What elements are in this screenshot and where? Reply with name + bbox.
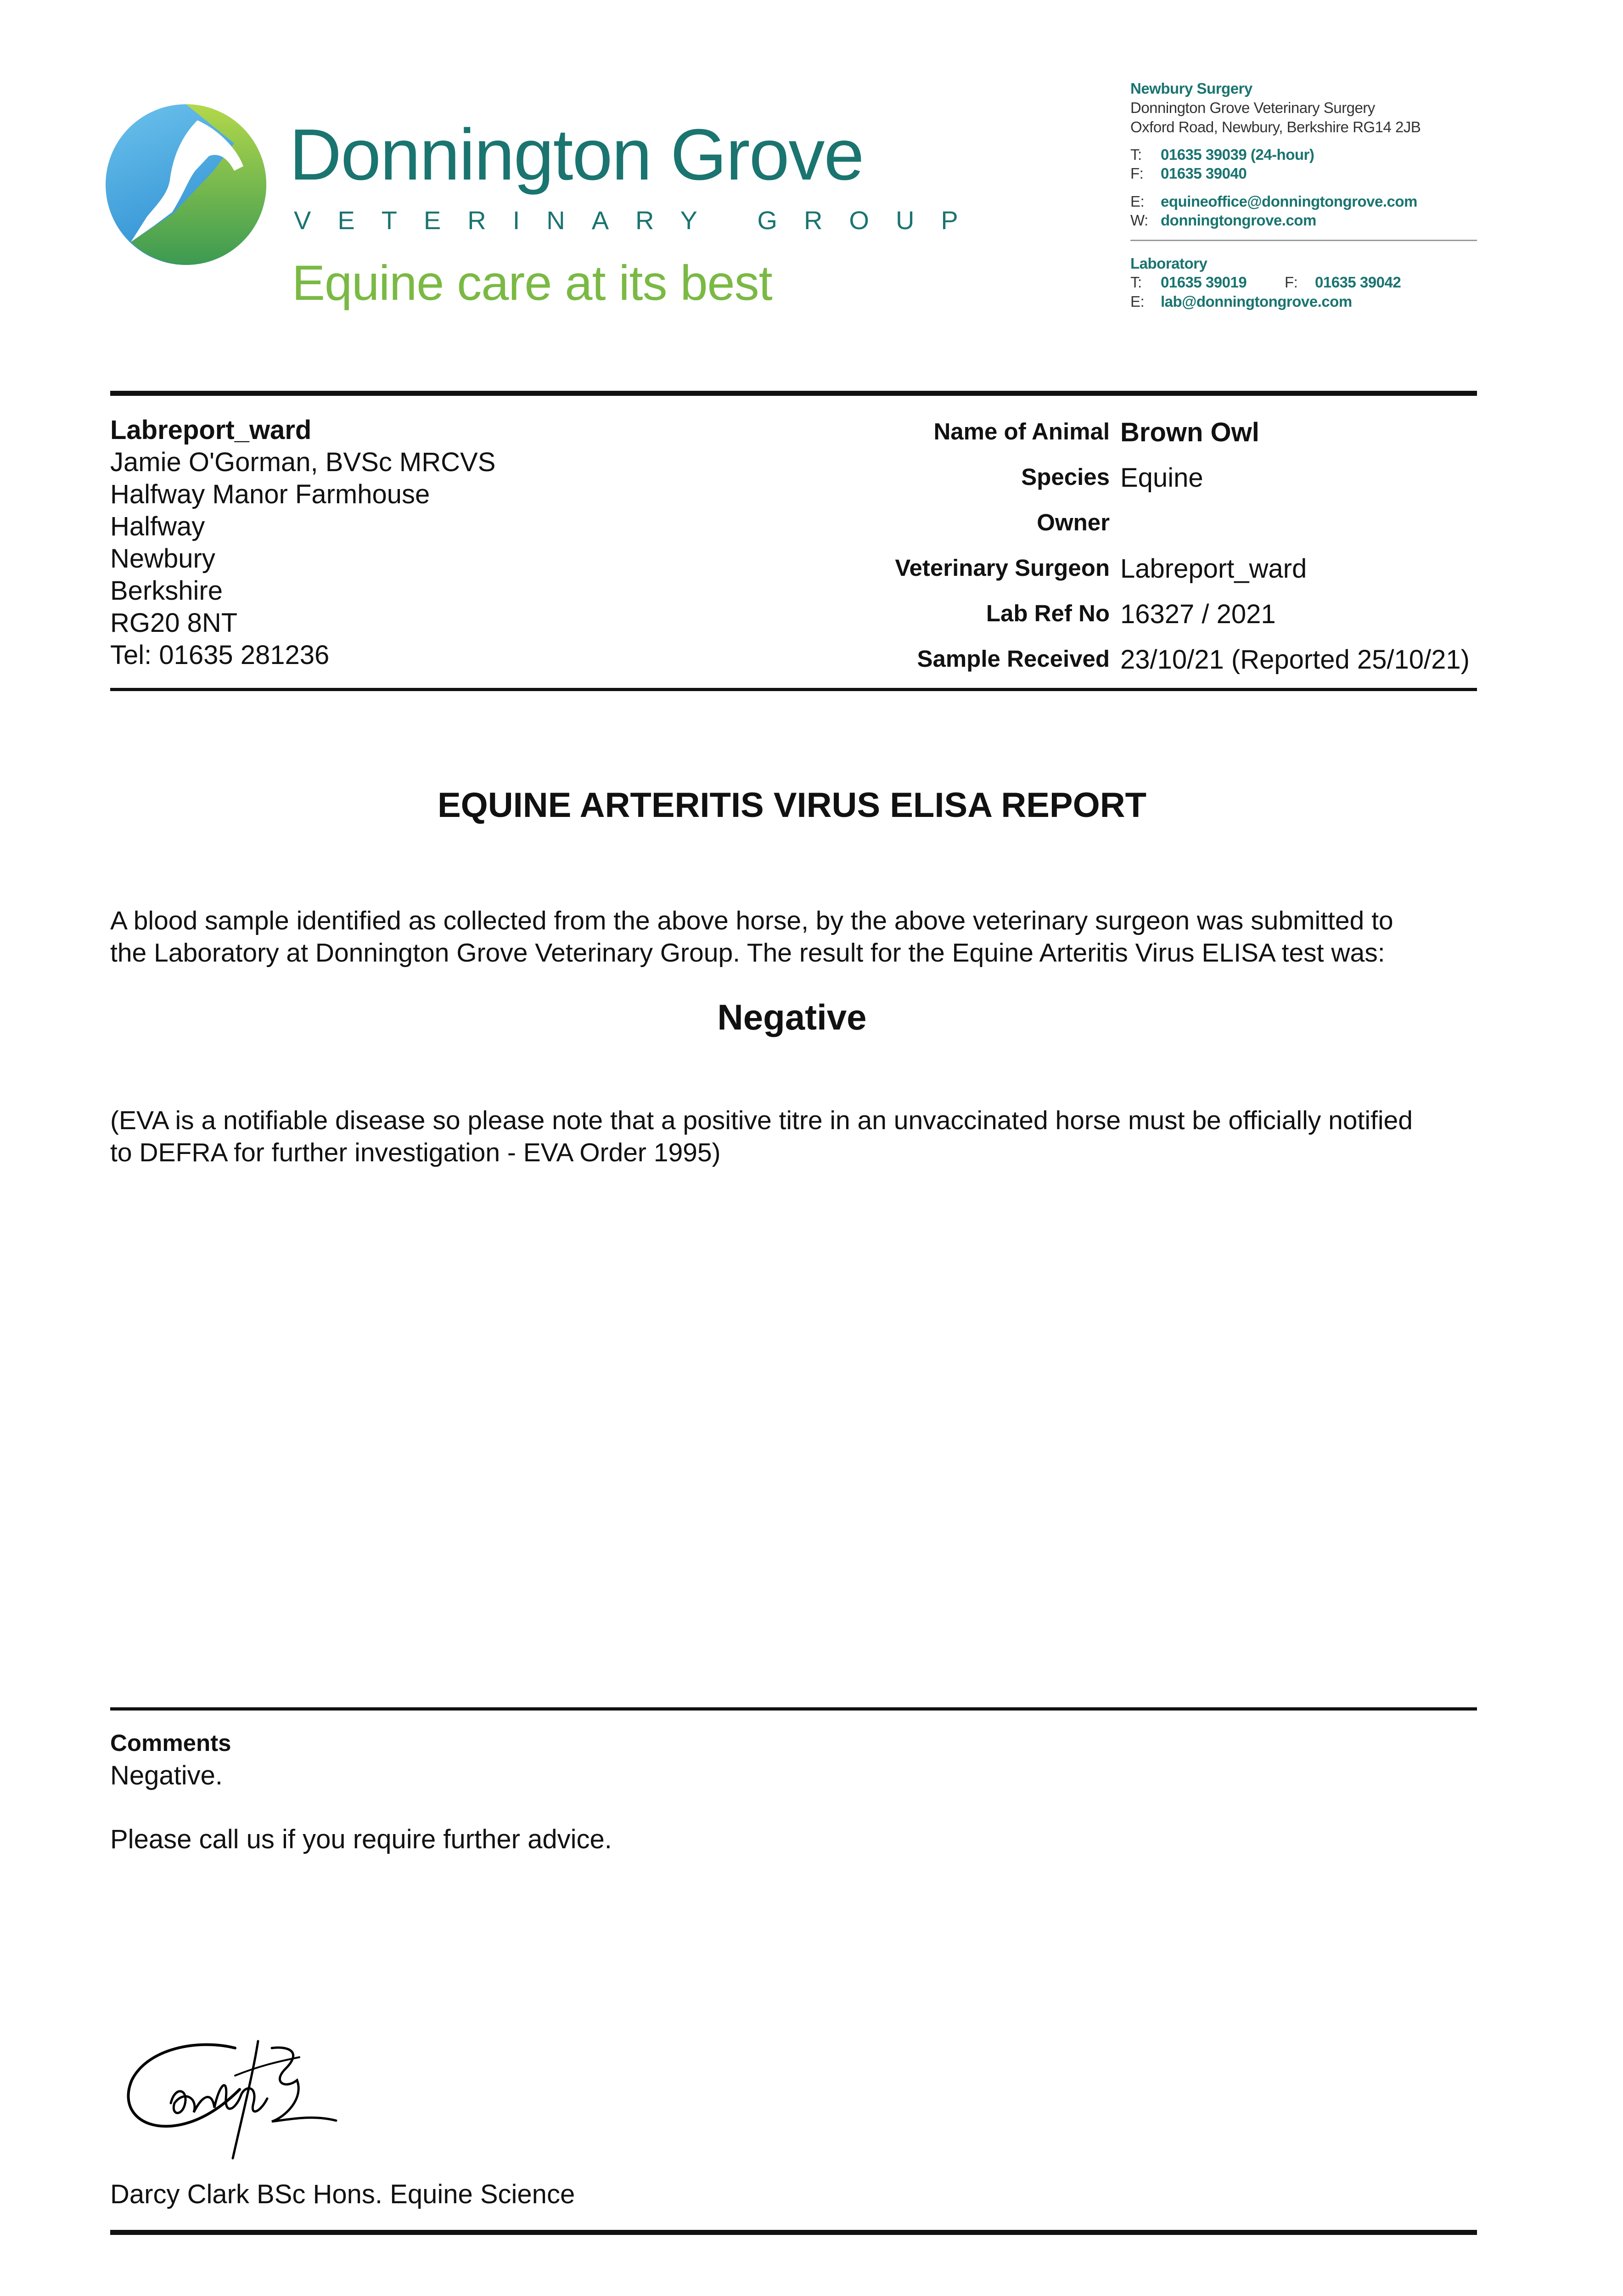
logo-icon bbox=[103, 102, 269, 267]
recipient-line: Tel: 01635 281236 bbox=[110, 640, 330, 670]
brand-group: VETERINARY GROUP bbox=[294, 206, 985, 235]
surgery-web[interactable]: W: donningtongrove.com bbox=[1130, 212, 1316, 229]
header-rule bbox=[110, 391, 1477, 396]
intro-line-2: the Laboratory at Donnington Grove Veterinary Group. The result for the Equine Arteritis Virus ELISA test was: bbox=[110, 938, 1385, 968]
owner-label: Owner bbox=[1037, 509, 1110, 535]
labref-value: 16327 / 2021 bbox=[1120, 599, 1276, 629]
lab-heading: Laboratory bbox=[1130, 255, 1207, 272]
received-value: 23/10/21 (Reported 25/10/21) bbox=[1120, 645, 1470, 675]
labref-label: Lab Ref No bbox=[986, 600, 1110, 626]
surgery-fax: F: 01635 39040 bbox=[1130, 165, 1247, 182]
recipient-line: Jamie O'Gorman, BVSc MRCVS bbox=[110, 447, 496, 477]
comments-line: Negative. bbox=[110, 1761, 223, 1790]
received-label: Sample Received bbox=[917, 646, 1110, 672]
details-rule bbox=[110, 688, 1477, 691]
surgery-name: Donnington Grove Veterinary Surgery bbox=[1130, 99, 1375, 116]
signature-image bbox=[120, 2030, 359, 2172]
lab-tel: T: 01635 39019 F: 01635 39042 bbox=[1130, 274, 1401, 291]
recipient-line: Halfway bbox=[110, 512, 205, 541]
recipient-clinic: Labreport_ward bbox=[110, 415, 312, 445]
recipient-line: Newbury bbox=[110, 544, 215, 574]
surgery-email[interactable]: E: equineoffice@donningtongrove.com bbox=[1130, 193, 1417, 210]
signatory-name: Darcy Clark BSc Hons. Equine Science bbox=[110, 2179, 575, 2209]
surgery-heading: Newbury Surgery bbox=[1130, 80, 1252, 97]
animal-label: Name of Animal bbox=[933, 418, 1110, 445]
animal-value: Brown Owl bbox=[1120, 417, 1259, 447]
vet-value: Labreport_ward bbox=[1120, 554, 1307, 584]
comments-line: Please call us if you require further advice. bbox=[110, 1824, 612, 1854]
species-label: Species bbox=[1021, 464, 1110, 490]
species-value: Equine bbox=[1120, 463, 1203, 493]
footer-rule bbox=[110, 2230, 1477, 2235]
vet-label: Veterinary Surgeon bbox=[895, 555, 1110, 581]
comments-heading: Comments bbox=[110, 1730, 231, 1756]
brand-name: Donnington Grove bbox=[289, 114, 864, 195]
recipient-line: RG20 8NT bbox=[110, 608, 238, 638]
intro-line-1: A blood sample identified as collected from the above horse, by the above veterinary surgeon was submitted to bbox=[110, 906, 1393, 935]
comments-rule bbox=[110, 1707, 1477, 1711]
report-title: EQUINE ARTERITIS VIRUS ELISA REPORT bbox=[437, 786, 1147, 825]
surgery-tel: T: 01635 39039 (24-hour) bbox=[1130, 146, 1314, 163]
brand-tagline: Equine care at its best bbox=[292, 255, 772, 310]
result-value: Negative bbox=[717, 997, 867, 1037]
surgery-address: Oxford Road, Newbury, Berkshire RG14 2JB bbox=[1130, 118, 1421, 135]
note-line-2: to DEFRA for further investigation - EVA Order 1995) bbox=[110, 1138, 721, 1167]
contact-divider bbox=[1130, 240, 1477, 241]
note-line-1: (EVA is a notifiable disease so please note that a positive titre in an unvaccinated horse must be officially notified bbox=[110, 1106, 1413, 1135]
recipient-line: Berkshire bbox=[110, 576, 223, 606]
lab-email[interactable]: E: lab@donningtongrove.com bbox=[1130, 293, 1352, 310]
recipient-line: Halfway Manor Farmhouse bbox=[110, 479, 430, 509]
